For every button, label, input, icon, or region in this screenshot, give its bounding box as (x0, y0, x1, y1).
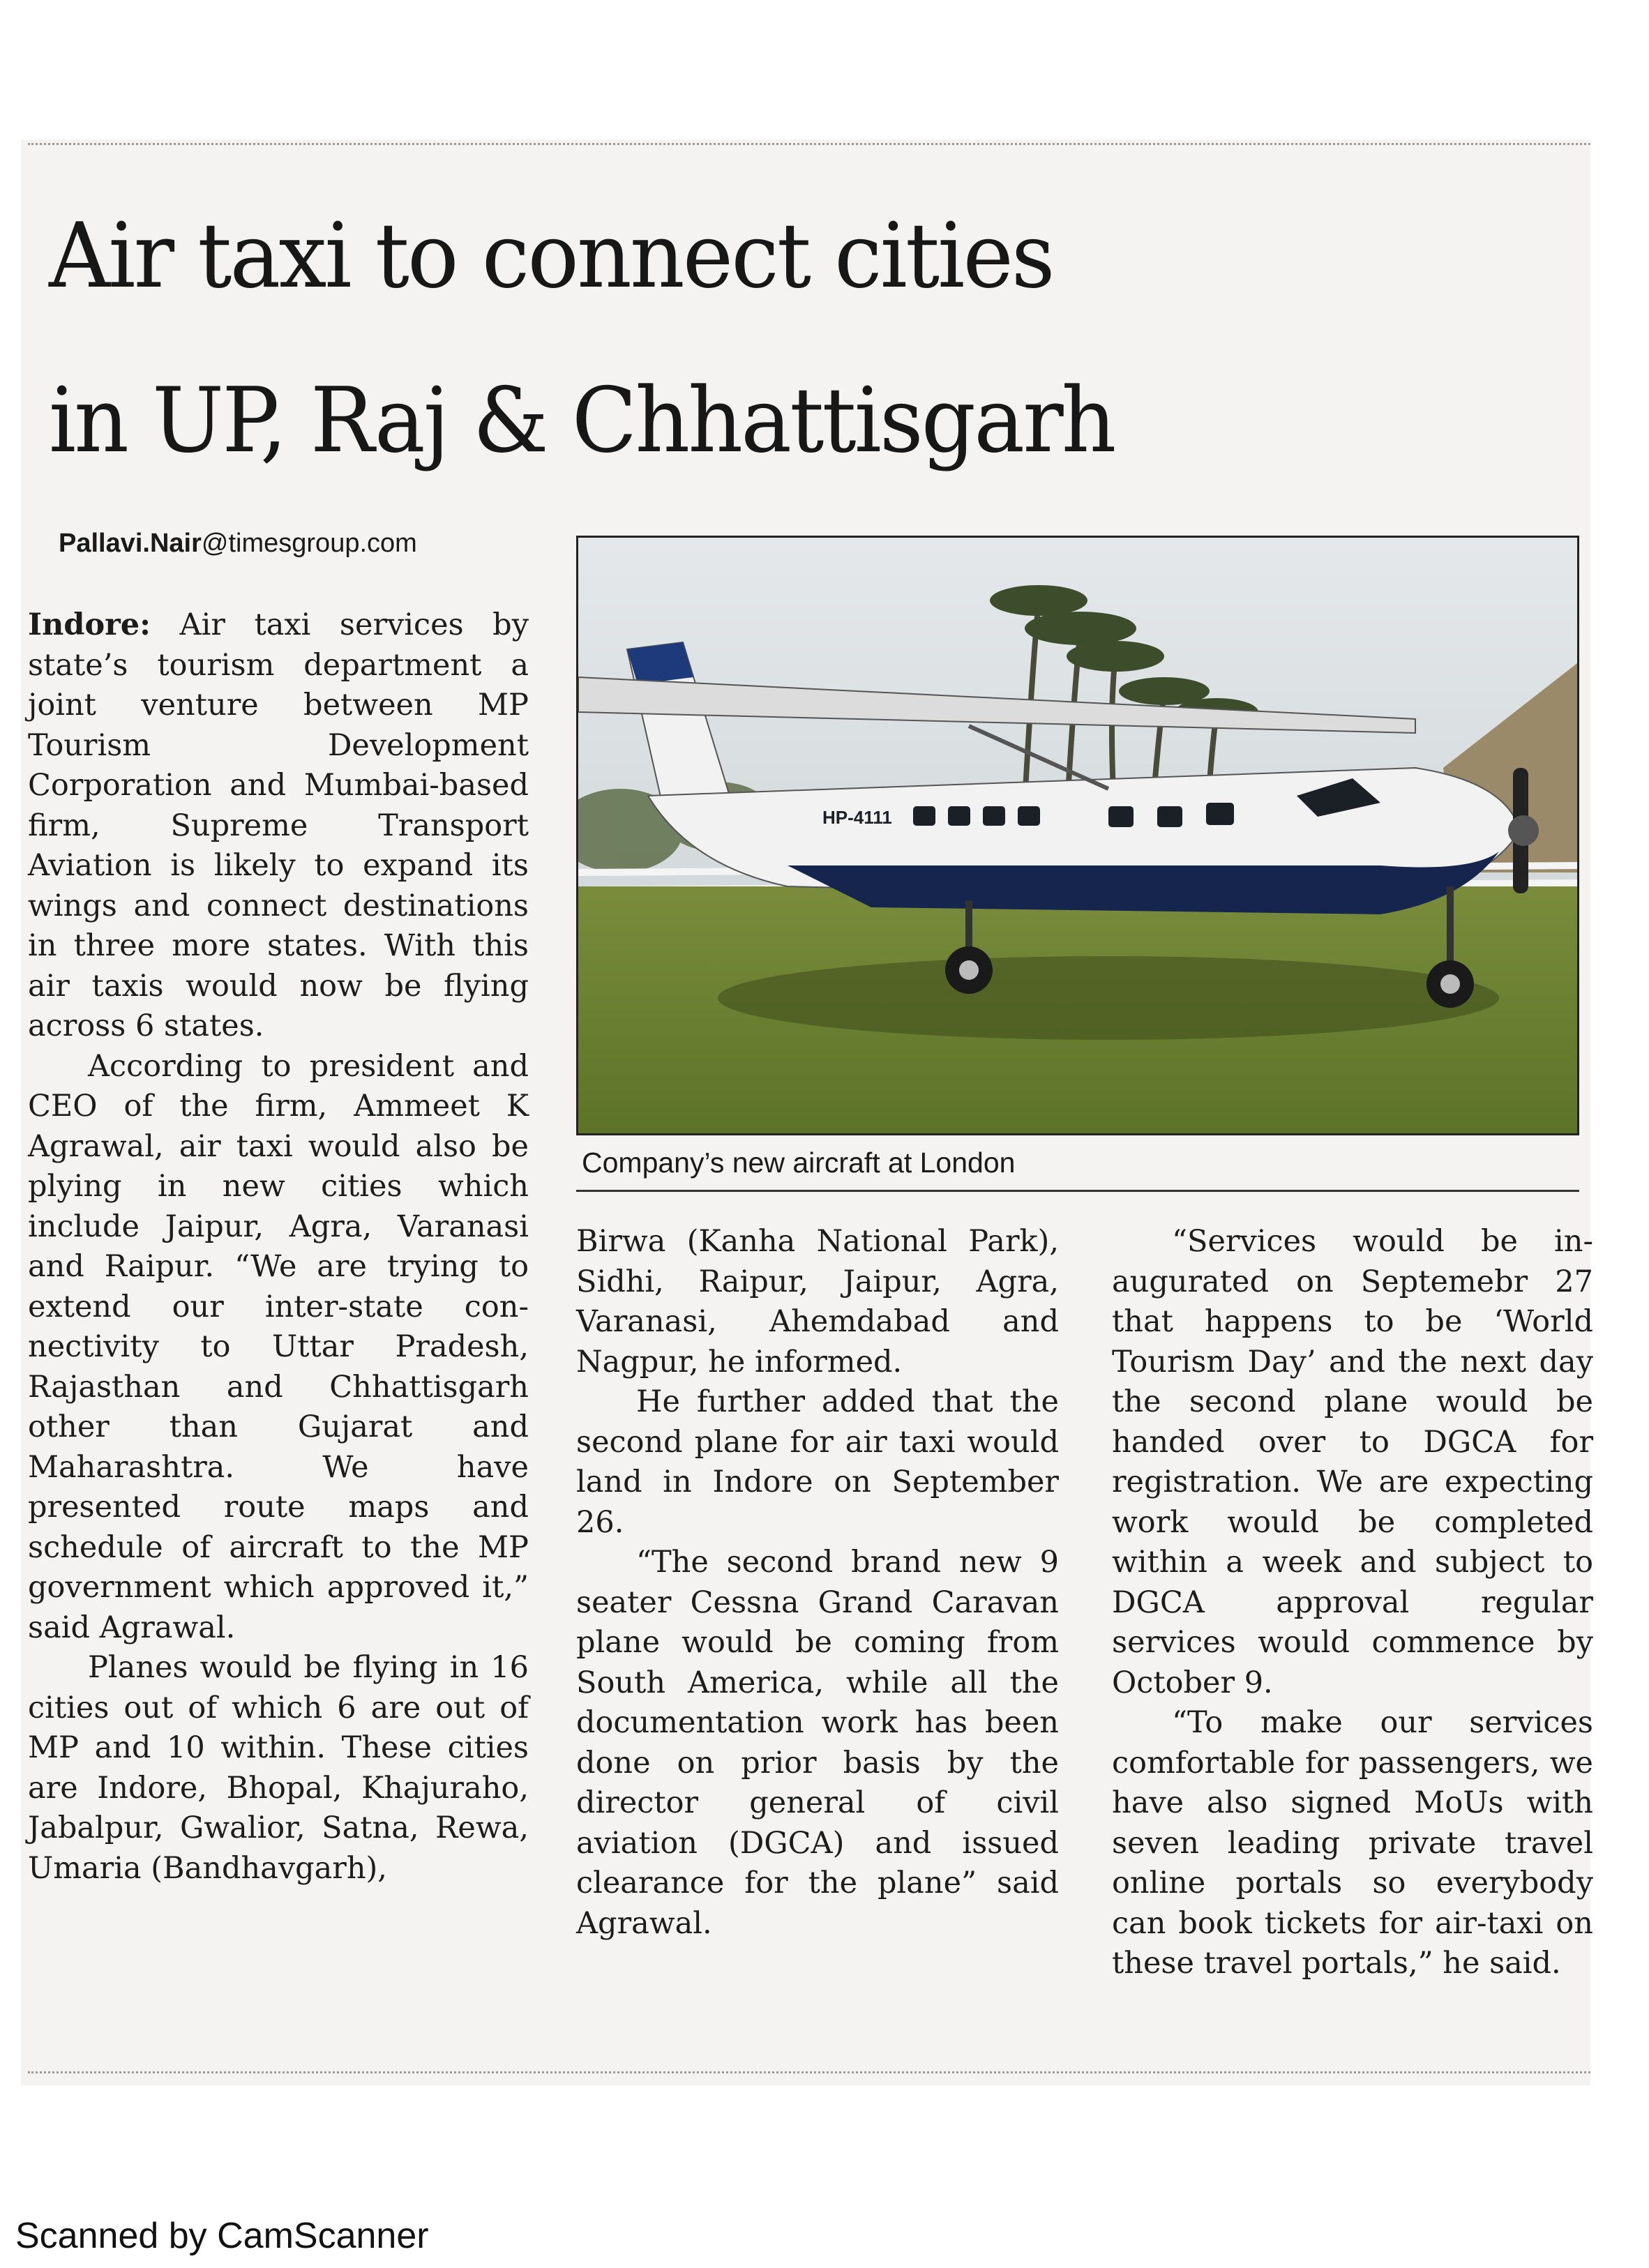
aircraft-illustration (578, 538, 1577, 1133)
headline (49, 174, 1514, 504)
scanner-watermark: Scanned by CamScanner (15, 2216, 429, 2256)
headline-line-2: in UP, Raj & Chhattisgarh (49, 369, 1115, 473)
bottom-dotted-rule (28, 2071, 1590, 2073)
article-column-2 (576, 1222, 1059, 1944)
article-column-3 (1112, 1222, 1593, 1984)
paragraph: He further added that the second plane for air taxi would land in Indore on September 26. (576, 1384, 1059, 1540)
byline (59, 529, 417, 559)
byline-name: Pallavi.Nair (59, 529, 202, 558)
paragraph: “Services would be inaugurated on Septemebr 27 that happens to be ‘World Tourism Day’ and the next day the second plane would be handed over to DGCA for registration. We are expecting work would be completed within a week and subject to DGCA approval regular services would commence by October 9. (1112, 1224, 1593, 1700)
headline-line-1: Air taxi to connect cities (49, 204, 1053, 308)
article-column-1 (28, 605, 529, 1889)
caption-rule (576, 1190, 1579, 1192)
paragraph: “To make our services comfortable for passengers, we have also signed MoUs with seven leading private travel online portals so everybody can book tickets for air-taxi on these travel portals,” he said. (1112, 1705, 1593, 1981)
paragraph-text: Air taxi services by state’s tourism department a joint venture between MP Tourism Development Corporation and Mumbai-based firm, Supreme Transport Aviation is likely to expand its wings and connect destinations in three more states. With this air taxis would now be flying across 6 states. (28, 607, 529, 1043)
aircraft-shadow (718, 956, 1499, 1040)
paragraph: “The second brand new 9 seater Cessna Grand Caravan plane would be coming from South America, while all the documentation work has been done on prior basis by the director general of civil aviation (DGCA) and issued clearance for the plane” said Agrawal. (576, 1545, 1059, 1941)
photo-caption: Company’s new aircraft at London (582, 1147, 1016, 1179)
dateline: Indore: (28, 607, 151, 642)
paragraph: Birwa (Kanha National Park), Sidhi, Raipur, Jaipur, Agra, Varanasi, Ahemdabad and Nagpur, he informed. (576, 1224, 1059, 1379)
paragraph: Planes would be flying in 16 cities out of which 6 are out of MP and 10 within. These cities are Indore, Bhopal, Khajuraho, Jabalpur, Gwalior, Satna, Rewa, Umaria (Bandhavgarh), (28, 1650, 529, 1886)
paragraph: According to president and CEO of the firm, Ammeet K Agrawal, air taxi would also be plying in new cities which include Jaipur, Agra, Varanasi and Raipur. “We are trying to extend our inter-state connectivity to Uttar Pradesh, Rajasthan and Chhattisgarh other than Gujarat and Maharashtra. We have presented route maps and schedule of aircraft to the MP government which approved it,” said Agrawal. (28, 1048, 529, 1645)
top-dotted-rule (28, 143, 1590, 145)
aircraft-photo (576, 536, 1579, 1135)
aircraft-registration: HP-4111 (822, 807, 892, 828)
tail-stripe (627, 642, 693, 684)
byline-domain: @timesgroup.com (201, 529, 417, 558)
paragraph (28, 605, 529, 1047)
